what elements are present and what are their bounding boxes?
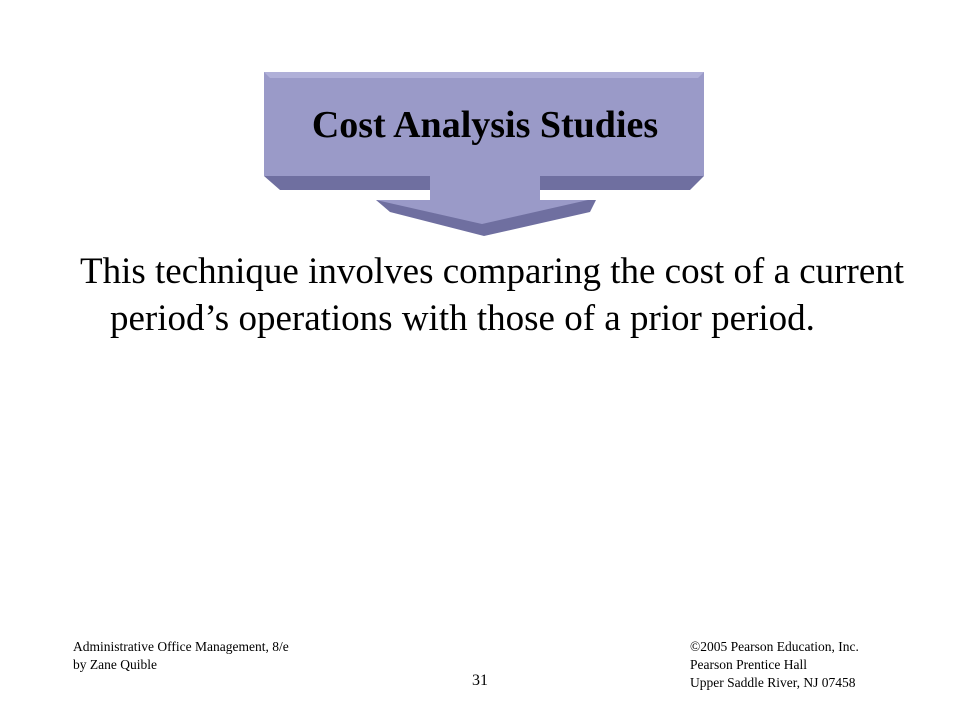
slide-title: Cost Analysis Studies bbox=[311, 104, 659, 146]
footer-left-line: by Zane Quible bbox=[73, 657, 157, 672]
footer-right-line: Upper Saddle River, NJ 07458 bbox=[690, 675, 856, 690]
page-number: 31 bbox=[472, 672, 488, 689]
footer-left bbox=[73, 638, 289, 674]
body-paragraph: This technique involves comparing the cost of a current period’s operations with those of a prior period. bbox=[80, 251, 905, 339]
footer-right-line: ©2005 Pearson Education, Inc. bbox=[690, 639, 859, 654]
banner-highlight bbox=[264, 72, 704, 78]
footer-right-line: Pearson Prentice Hall bbox=[690, 657, 807, 672]
footer-left-line: Administrative Office Management, 8/e bbox=[73, 639, 289, 654]
footer-right bbox=[690, 638, 859, 692]
